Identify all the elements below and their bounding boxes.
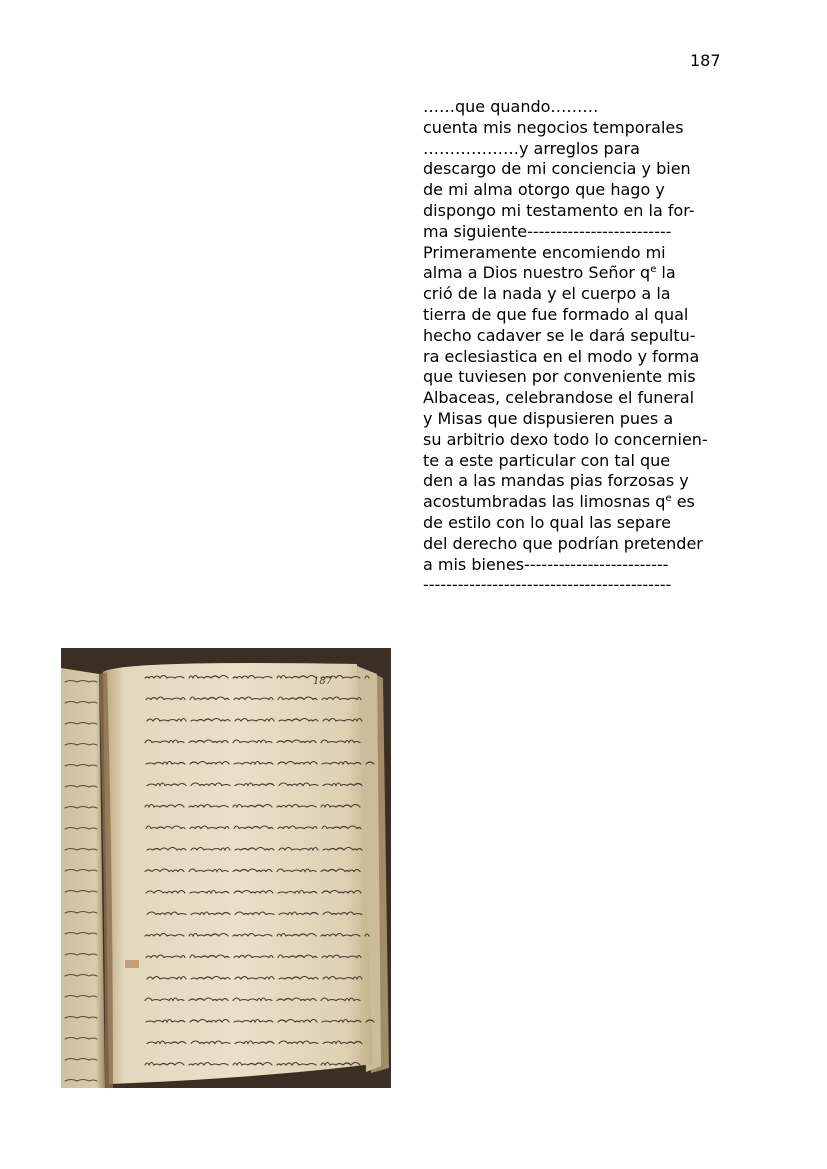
transcription-line: [423, 409, 743, 430]
transcription-line-text: ma siguiente-------------------------: [423, 221, 672, 241]
transcription-line-text: hecho cadaver se le dará sepultu-: [423, 325, 696, 345]
transcription-line: [423, 118, 743, 139]
transcription-line: [423, 263, 743, 284]
transcription-text: [423, 97, 743, 596]
transcription-line: [423, 555, 743, 576]
transcription-line-text: ra eclesiastica en el modo y forma: [423, 346, 700, 366]
transcription-line-text: dispongo mi testamento en la for-: [423, 200, 695, 220]
transcription-line-text: que tuviesen por conveniente mis: [423, 367, 696, 387]
page-number: 187: [690, 51, 721, 70]
transcription-line: [423, 451, 743, 472]
transcription-line: [423, 305, 743, 326]
transcription-line: [423, 243, 743, 264]
transcription-line: [423, 347, 743, 368]
transcription-line-text: -------------------------------------------: [423, 575, 672, 595]
transcription-line: [423, 97, 743, 118]
transcription-line: [423, 575, 743, 596]
transcription-line-text: alma a Dios nuestro Señor q: [423, 263, 651, 283]
transcription-line-text: su arbitrio dexo todo lo concernien-: [423, 429, 708, 449]
transcription-line: [423, 284, 743, 305]
transcription-line-text: cuenta mis negocios temporales: [423, 117, 684, 137]
superscript: e: [665, 493, 672, 505]
transcription-line: [423, 139, 743, 160]
transcription-line-text: a mis bienes-------------------------: [423, 554, 669, 574]
transcription-line-text: crió de la nada y el cuerpo a la: [423, 284, 671, 304]
transcription-line: [423, 326, 743, 347]
transcription-line-text: de mi alma otorgo que hago y: [423, 180, 665, 200]
transcription-line-text: acostumbradas las limosnas q: [423, 492, 666, 512]
transcription-line-text: descargo de mi conciencia y bien: [423, 159, 691, 179]
transcription-line: [423, 367, 743, 388]
transcription-line-text: ……que quando………: [423, 97, 599, 116]
transcription-line-text-after: es: [671, 492, 695, 512]
transcription-line: [423, 492, 743, 513]
transcription-line-text: den a las mandas pias forzosas y: [423, 471, 689, 491]
transcription-line: [423, 471, 743, 492]
manuscript-page-number: 187: [313, 676, 333, 687]
transcription-line-text: de estilo con lo qual las separe: [423, 512, 671, 532]
transcription-line: [423, 180, 743, 201]
transcription-line-text: ………………y arreglos para: [423, 138, 640, 158]
transcription-line: [423, 222, 743, 243]
transcription-line: [423, 388, 743, 409]
superscript: e: [650, 264, 657, 276]
manuscript-photo: [61, 648, 391, 1088]
transcription-line: [423, 159, 743, 180]
transcription-line: [423, 201, 743, 222]
transcription-line-text: te a este particular con tal que: [423, 450, 671, 470]
transcription-line: [423, 513, 743, 534]
transcription-line-text: y Misas que dispusieren pues a: [423, 408, 674, 428]
transcription-line-text: Albaceas, celebrandose el funeral: [423, 388, 695, 408]
transcription-line: [423, 534, 743, 555]
transcription-line-text: Primeramente encomiendo mi: [423, 242, 666, 262]
transcription-line-text: del derecho que podrían pretender: [423, 533, 703, 553]
transcription-line: [423, 430, 743, 451]
transcription-line-text-after: la: [656, 263, 676, 283]
transcription-line-text: tierra de que fue formado al qual: [423, 304, 689, 324]
